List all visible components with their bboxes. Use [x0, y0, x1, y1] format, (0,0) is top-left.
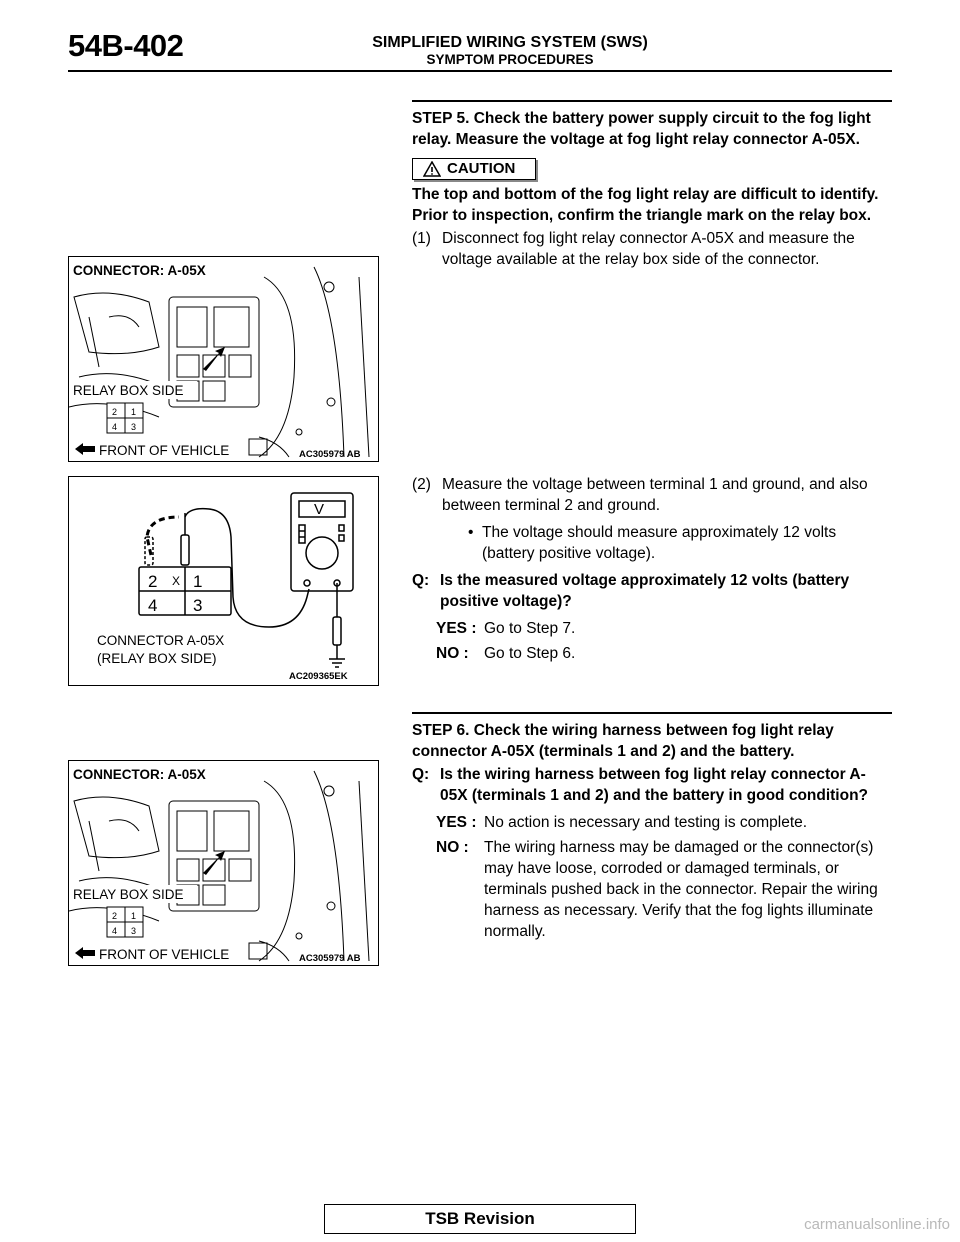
- step5-item-1: [412, 228, 892, 270]
- step6-yes: [436, 812, 892, 833]
- no-label: NO :: [436, 645, 469, 662]
- pin-1: 1: [131, 911, 137, 921]
- watermark[interactable]: carmanualsonline.info: [804, 1216, 950, 1233]
- step5-no: [436, 643, 892, 664]
- pin-4: 4: [112, 422, 118, 432]
- yes-label: YES :: [436, 620, 477, 637]
- question-label: Q:: [412, 572, 430, 589]
- pin-3: 3: [131, 422, 137, 432]
- yes-text: Go to Step 7.: [484, 620, 576, 637]
- header-rule: [68, 70, 892, 72]
- section-subtitle: SYMPTOM PROCEDURES: [426, 52, 594, 67]
- no-text: Go to Step 6.: [484, 645, 576, 662]
- meter-pin-x: X: [172, 574, 181, 588]
- tsb-revision-box: TSB Revision: [324, 1204, 636, 1234]
- question-text: Is the measured voltage approximately 12 volts (battery positive voltage)?: [440, 572, 850, 610]
- question-label: Q:: [412, 765, 430, 783]
- step5-question: [412, 570, 892, 612]
- bullet-icon: •: [468, 524, 474, 541]
- yes-text: No action is necessary and testing is complete.: [484, 813, 808, 831]
- no-label: NO :: [436, 838, 469, 856]
- caution-label: CAUTION: [447, 160, 516, 177]
- voltmeter-figure: [68, 476, 379, 686]
- step5-rule: [412, 100, 892, 102]
- connector-label: CONNECTOR: A-05X: [73, 767, 206, 782]
- caution-box: [412, 158, 536, 180]
- item-number: (2): [412, 476, 431, 493]
- figure-code: AC305979 AB: [299, 449, 361, 460]
- front-of-vehicle-label: FRONT OF VEHICLE: [99, 947, 230, 962]
- meter-connector-label: CONNECTOR A-05X: [97, 633, 225, 648]
- step6-section: [412, 712, 892, 946]
- relay-box-illustration: [69, 257, 377, 460]
- item-number: (1): [412, 229, 431, 247]
- caution-text: The top and bottom of the fog light relay are difficult to identify. Prior to inspection, confirm the triangle mark on the relay box.: [412, 185, 879, 224]
- relay-box-illustration: [69, 761, 377, 964]
- warning-icon: [423, 161, 441, 177]
- connector-pin-diagram: [107, 907, 143, 937]
- meter-v-label: V: [314, 501, 325, 518]
- pin-2: 2: [112, 911, 118, 921]
- meter-pin-2: 2: [148, 572, 158, 591]
- meter-relay-side-label: (RELAY BOX SIDE): [97, 651, 217, 666]
- connector-pin-diagram: [107, 403, 143, 433]
- step5-item-2: [412, 474, 892, 516]
- pin-4: 4: [112, 926, 118, 936]
- meter-pin-3: 3: [193, 596, 203, 615]
- relay-box-side-label: RELAY BOX SIDE: [73, 887, 184, 902]
- relay-box-figure-2: [68, 760, 379, 966]
- voltmeter-illustration: [69, 477, 377, 684]
- no-text: The wiring harness may be damaged or the connector(s) may have loose, corroded or damaged terminals, or terminals pushed back in the connector. Repair the wiring harness as necessary. Verify that the fog lights illuminate normally.: [484, 838, 878, 940]
- relay-box-figure-1: [68, 256, 379, 462]
- section-title: SIMPLIFIED WIRING SYSTEM (SWS): [372, 34, 648, 51]
- step6-no: [436, 837, 892, 942]
- meter-pin-1: 1: [193, 572, 203, 591]
- item-text: Measure the voltage between terminal 1 and ground, and also between terminal 2 and ground.: [442, 476, 868, 514]
- front-of-vehicle-label: FRONT OF VEHICLE: [99, 443, 230, 458]
- item-text: Disconnect fog light relay connector A-05X and measure the voltage available at the relay box side of the connector.: [442, 229, 855, 268]
- meter-pin-4: 4: [148, 596, 158, 615]
- bullet-text: The voltage should measure approximately 12 volts (battery positive voltage).: [482, 524, 837, 562]
- figure-code: AC305979 AB: [299, 953, 361, 964]
- page-number: 54B-402: [68, 28, 184, 63]
- relay-box-side-label: RELAY BOX SIDE: [73, 383, 184, 398]
- step5-heading: STEP 5. Check the battery power supply circuit to the fog light relay. Measure the voltage at fog light relay connector A-05X.: [412, 109, 871, 148]
- pin-2: 2: [112, 407, 118, 417]
- step5-section: [412, 100, 892, 276]
- step6-question: [412, 764, 892, 806]
- bullet-item: [468, 522, 892, 564]
- meter-figure-code: AC209365EK: [289, 671, 348, 682]
- step6-heading: STEP 6. Check the wiring harness between fog light relay connector A-05X (terminals 1 and 2) and the battery.: [412, 721, 834, 760]
- pin-1: 1: [131, 407, 137, 417]
- step6-rule: [412, 712, 892, 714]
- connector-label: CONNECTOR: A-05X: [73, 263, 206, 278]
- yes-label: YES :: [436, 813, 477, 831]
- step5-section-cont: [412, 474, 892, 668]
- question-text: Is the wiring harness between fog light relay connector A-05X (terminals 1 and 2) and the battery in good condition?: [440, 765, 869, 804]
- step5-yes: [436, 618, 892, 639]
- pin-3: 3: [131, 926, 137, 936]
